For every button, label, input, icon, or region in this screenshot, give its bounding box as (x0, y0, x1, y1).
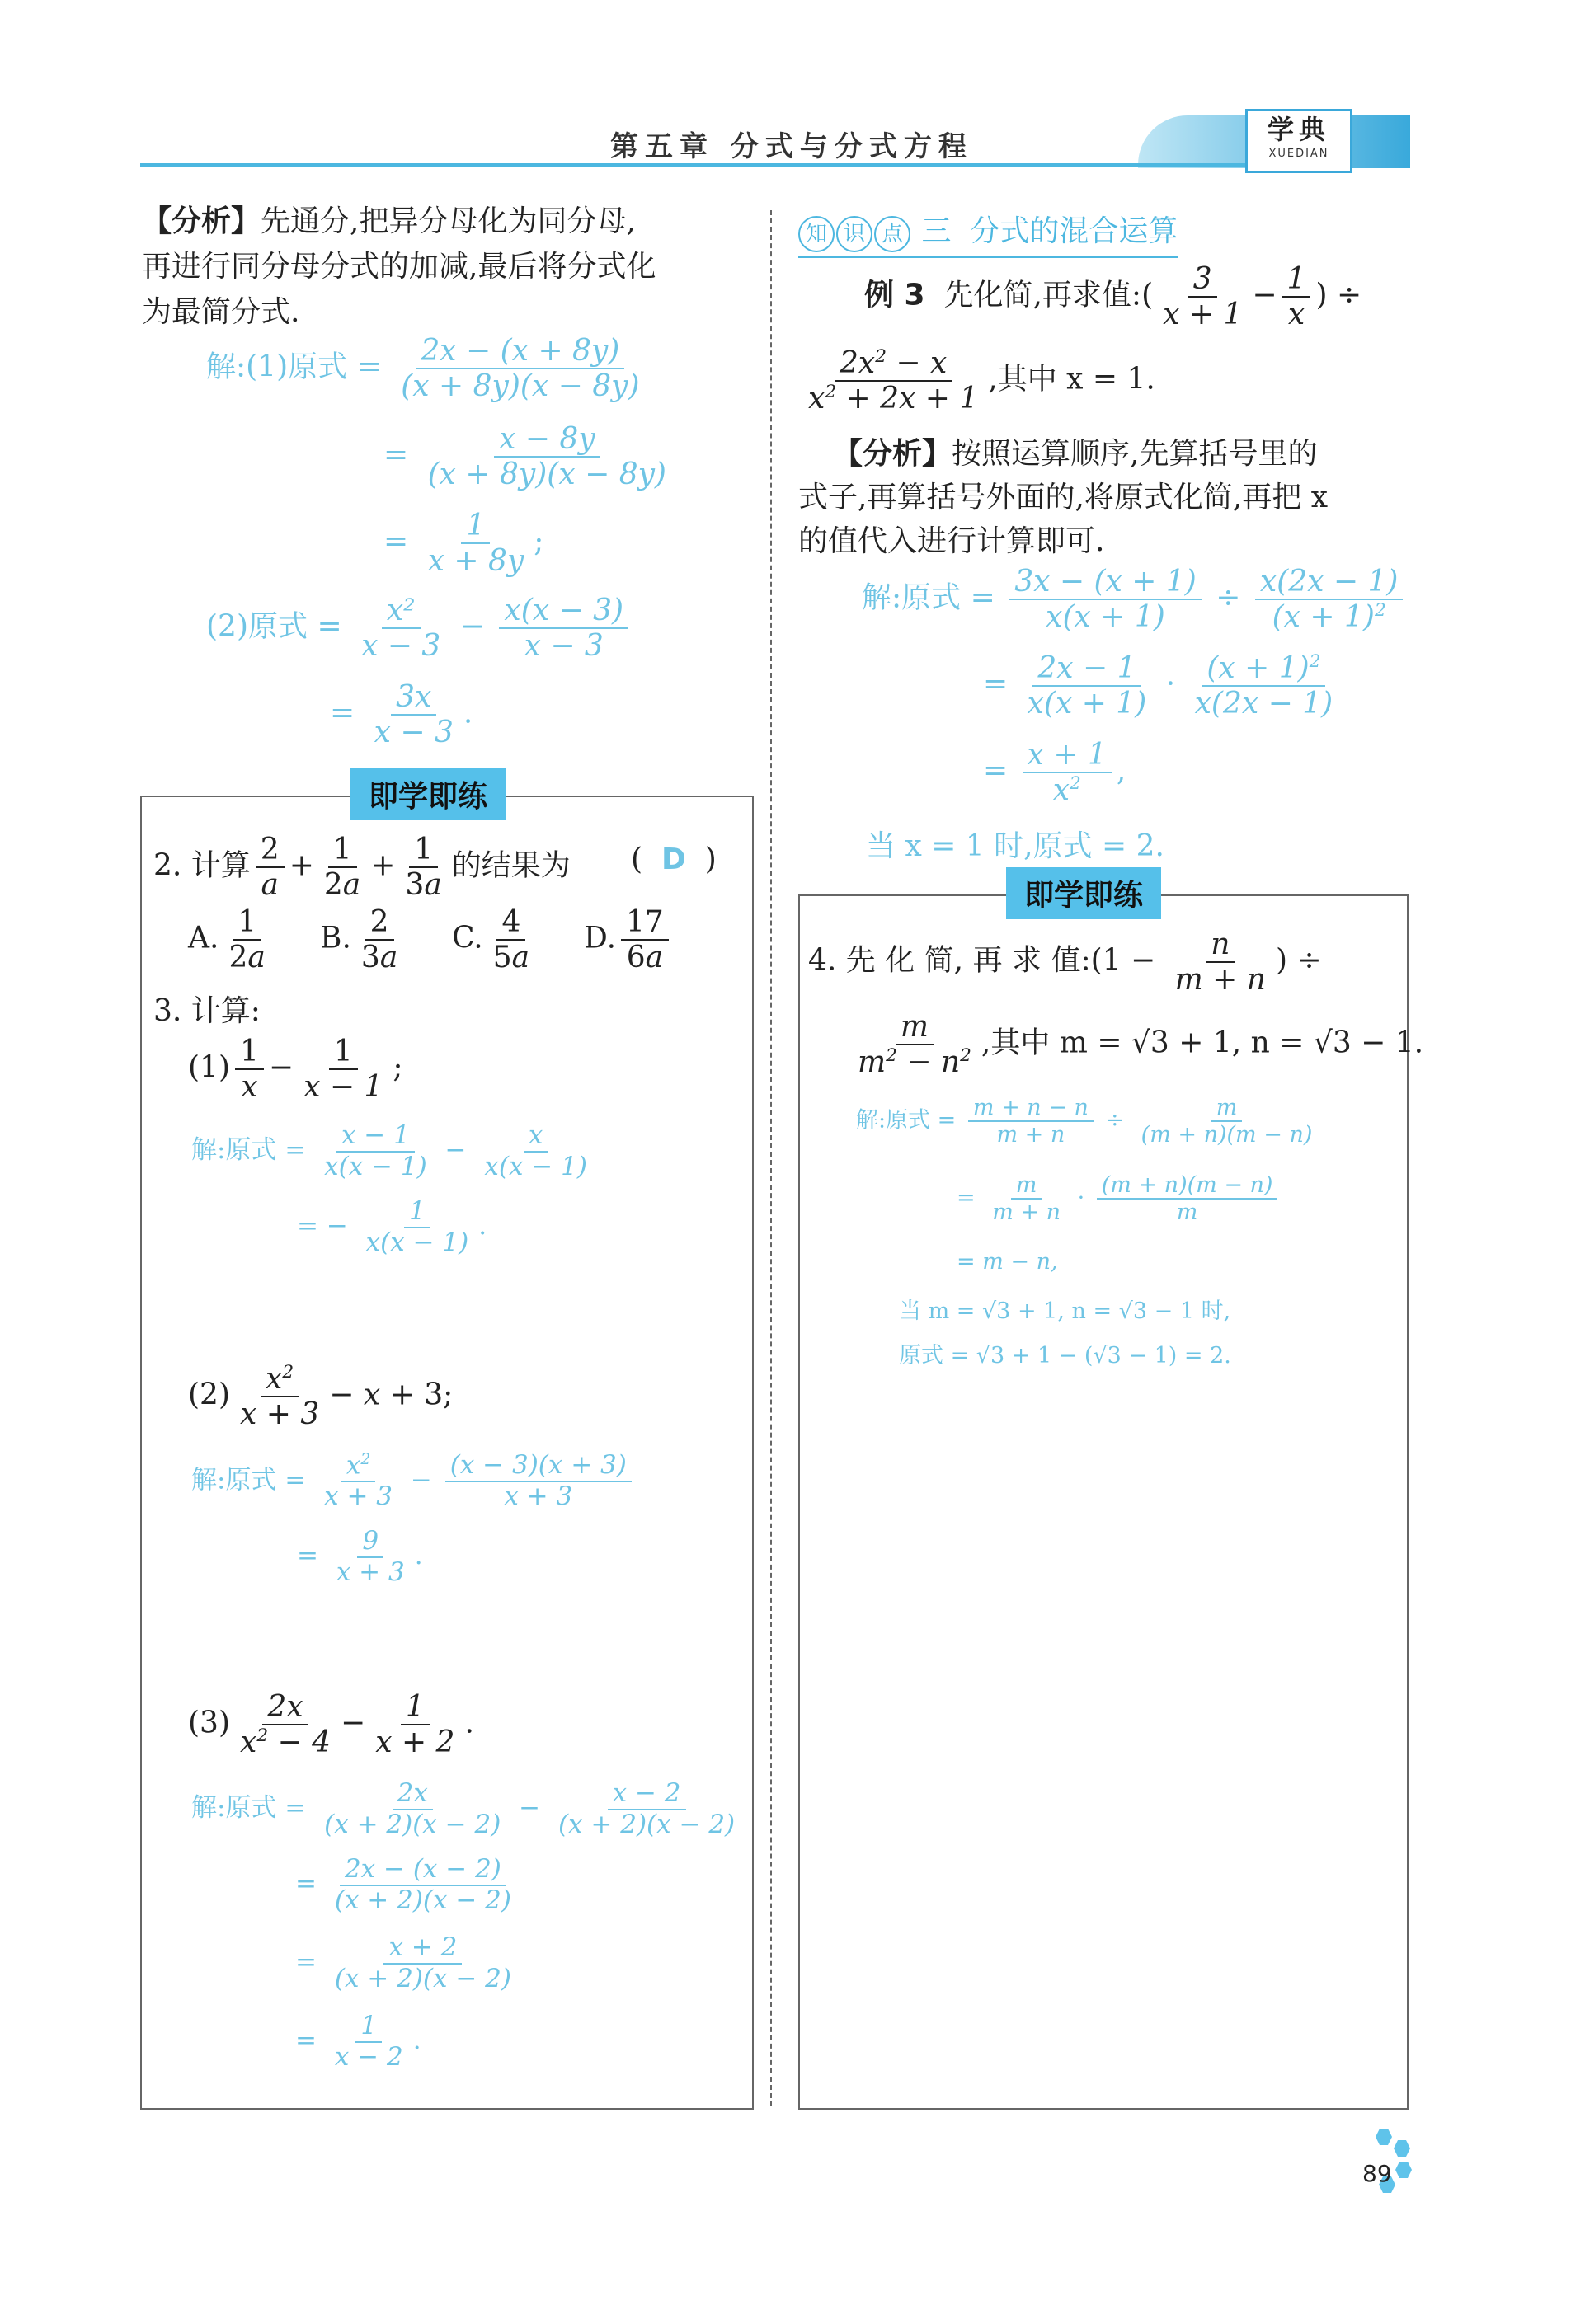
q4-text: 4. 先 化 简, 再 求 值: (808, 943, 1091, 978)
option-label: D. (584, 921, 617, 955)
kp-char: 识 (836, 216, 872, 252)
example-3-line-1: 例 3 先化简,再求值:( $\frac{3}{x + 1}$ − $\frac{1}{x}$ ) ÷ (864, 262, 1362, 332)
q2-text: 2. 计算 (153, 848, 251, 883)
analysis-line-3: 为最简分式. (142, 295, 300, 329)
q3-2-solution-2: = $\frac{9}{x + 3}$ . (297, 1526, 423, 1587)
frac-den: x − 3 (374, 716, 454, 750)
frac-den: (x + 8y)(x − 8y) (427, 458, 666, 492)
kp-char: 点 (874, 216, 910, 252)
decoration-hex (1376, 2129, 1392, 2145)
option-label: B. (320, 921, 351, 955)
question-3-1: (1) $\frac{1}{x}$ − $\frac{1}{x - 1}$ ; (188, 1035, 403, 1105)
q3-1-label: (1) (188, 1050, 230, 1085)
q3-1-solution-2: = − $\frac{1}{x(x - 1)}$ . (297, 1196, 487, 1257)
q2-tail: 的结果为 (451, 848, 571, 883)
q3-3-solution-2: = $\frac{2x - (x - 2)}{(x + 2)(x - 2)}$ (295, 1854, 511, 1915)
q4-solution-1: 解:原式 = $\frac{m + n - n}{m + n}$ ÷ $\frac{m}{(m + n)(m - n)}$ (856, 1095, 1313, 1148)
frac-num: x² (382, 594, 421, 629)
example-text: 先化简,再求值: (943, 278, 1142, 312)
frac-den: x − 3 (361, 629, 441, 664)
frac-num: x − 8y (494, 422, 600, 458)
example-3-result: 当 x = 1 时,原式 = 2. (866, 829, 1164, 863)
q4-final: 原式 = √3 + 1 − (√3 − 1) = 2. (899, 1343, 1231, 1369)
solution-label: 解:(1)原式 = (206, 350, 382, 384)
q2-answer-bracket: ( D ) (631, 843, 717, 876)
analysis-line-1 (142, 198, 636, 240)
q4-condition: ,其中 m = √3 + 1, n = √3 − 1. (981, 1026, 1424, 1060)
frac-num: 1 (461, 509, 490, 544)
q3-3-label: (3) (188, 1706, 230, 1740)
example-condition: ,其中 x = 1. (988, 362, 1155, 397)
q4-when: 当 m = √3 + 1, n = √3 − 1 时, (899, 1298, 1231, 1324)
solution-label: 解:原式 = (856, 1107, 957, 1134)
solution-2-step-2: = $\frac{3x}{x - 3}$ . (330, 680, 473, 750)
decoration-hex (1395, 2162, 1412, 2178)
analysis-tag: 【分析】 (833, 437, 952, 471)
q2-option-b: B. $\frac{2}{3a}$ (320, 905, 398, 975)
q3-3-solution-4: = $\frac{1}{x - 2}$ . (295, 2011, 421, 2072)
example-3-solution-2: = $\frac{2x - 1}{x(x + 1)}$ · $\frac{(x + 1)^2}{x(2x - 1)}$ (983, 651, 1333, 721)
analysis-text: 按照运算顺序,先算括号里的 (952, 437, 1318, 471)
brand-name: 学典 (1267, 114, 1330, 145)
page-number: 89 (1362, 2160, 1392, 2187)
question-2: 2. 计算 $\frac{2}{a}$ + $\frac{1}{2a}$ + $\frac{1}{3a}$ 的结果为 (153, 833, 571, 903)
frac-den: x + 8y (427, 544, 524, 579)
q2-answer: D (661, 843, 686, 876)
solution-label: 解:原式 = (191, 1465, 307, 1495)
solution-1-step-3: = $\frac{1}{x + 8y}$ ; (383, 509, 544, 579)
question-3-2: (2) $\frac{x^2}{x + 3}$ − x + 3; (188, 1362, 454, 1432)
q3-2-label: (2) (188, 1378, 230, 1412)
right-analysis-line-3: 的值代入进行计算即可. (798, 524, 1105, 558)
analysis-text: 先通分,把异分母化为同分母, (261, 204, 636, 238)
right-analysis-line-2: 式子,再算括号外面的,将原式化简,再把 x (798, 481, 1329, 514)
solution-1-step-1 (206, 334, 650, 404)
kp-number: 三 (921, 214, 952, 248)
column-divider (770, 210, 772, 2106)
right-analysis-line-1 (833, 430, 1317, 472)
kp-title: 分式的混合运算 (970, 214, 1178, 248)
q2-option-a: A. $\frac{1}{2a}$ (188, 905, 266, 975)
frac-den: x − 3 (524, 629, 604, 664)
q4-solution-3: = m − n, (957, 1249, 1058, 1275)
decoration-hex (1394, 2140, 1410, 2157)
analysis-line-2: 再进行同分母分式的加减,最后将分式化 (142, 250, 656, 284)
q3-2-solution-1: 解:原式 = $\frac{x^2}{x + 3}$ − $\frac{(x - 3)(x + 3)}{x + 3}$ (191, 1451, 637, 1512)
brand-logo (1245, 109, 1352, 173)
question-4-line-1: 4. 先 化 简, 再 求 值:(1 − $\frac{n}{m + n}$ ) ÷ (808, 927, 1322, 998)
example-3-solution-1: 解:原式 = $\frac{3x - (x + 1)}{x(x + 1)}$ ÷ $\frac{x(2x - 1)}{(x + 1)^2}$ (862, 565, 1408, 635)
solution-label: 解:原式 = (862, 580, 995, 615)
q3-3-solution-3: = $\frac{x + 2}{(x + 2)(x - 2)}$ (295, 1932, 511, 1993)
chapter-title: 第五章 分式与分式方程 (610, 130, 973, 163)
q2-option-d: D. $\frac{17}{6a}$ (584, 905, 674, 975)
q2-option-c: C. $\frac{4}{5a}$ (452, 905, 530, 975)
frac-num: x(x − 3) (499, 594, 628, 629)
frac-num: 2x − (x + 8y) (416, 334, 624, 369)
question-3-title: 3. 计算: (153, 994, 261, 1028)
solution-label: (2)原式 = (206, 609, 342, 644)
option-label: A. (188, 921, 219, 955)
analysis-tag: 【分析】 (142, 204, 261, 238)
solution-2-step-1: (2)原式 = $\frac{\text{x²}}{x - 3}$ − $\frac{x(x - 3)}{x - 3}$ (206, 594, 633, 664)
option-label: C. (452, 921, 483, 955)
kp-char: 知 (798, 216, 835, 252)
solution-label: 解:原式 = (191, 1135, 307, 1166)
q4-solution-2: = $\frac{m}{m + n}$ · $\frac{(m + n)(m - n)}{m}$ (957, 1172, 1282, 1225)
q3-3-solution-1: 解:原式 = $\frac{2x}{(x + 2)(x - 2)}$ − $\frac{x - 2}{(x + 2)(x - 2)}$ (191, 1778, 736, 1839)
practice-tag-right: 即学即练 (1006, 867, 1161, 919)
practice-tag-left: 即学即练 (350, 768, 506, 820)
solution-1-step-2: = $\frac{x - 8y}{(x + 8y)(x - 8y)}$ (383, 422, 676, 492)
example-label: 例 3 (864, 278, 925, 312)
brand-english: XUEDIAN (1268, 148, 1329, 160)
frac-den: (x + 8y)(x − 8y) (401, 369, 640, 404)
example-3-solution-3: = $\frac{x + 1}{x^2}$ , (983, 738, 1126, 808)
question-4-line-2: $\frac{m}{m^2 - n^2}$ ,其中 m = √3 + 1, n = √3 − 1. (858, 1010, 1424, 1080)
frac-num: 3x (391, 680, 436, 716)
knowledge-point-heading (798, 208, 1178, 258)
question-3-3: (3) $\frac{2x}{x^2 - 4}$ − $\frac{1}{x + 2}$ . (188, 1690, 474, 1760)
q3-1-solution-1: 解:原式 = $\frac{x - 1}{x(x - 1)}$ − $\frac{x}{x(x - 1)}$ (191, 1120, 587, 1181)
example-3-line-2: $\frac{2x^2 - x}{x^2 + 2x + 1}$ ,其中 x = 1. (808, 346, 1155, 416)
solution-label: 解:原式 = (191, 1793, 307, 1824)
